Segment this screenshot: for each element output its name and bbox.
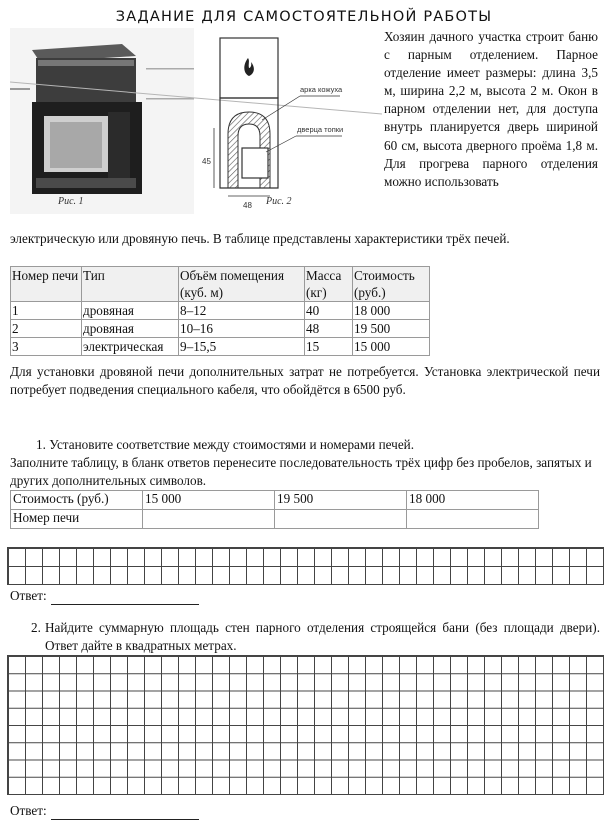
stove-illustrations	[10, 28, 382, 214]
question-1-number: 1.	[36, 437, 46, 452]
cost-cell: 19 500	[275, 491, 407, 510]
fig2-caption: Рис. 2	[266, 196, 292, 207]
table-row	[11, 302, 430, 320]
installation-note: Для установки дровяной печи дополнительных затрат не потребуется. Установка электрической печи потребует подведения специального кабеля, что обойдётся в 6500 руб.	[10, 364, 600, 397]
table-cell: 48	[305, 320, 353, 338]
stove-photo	[10, 28, 382, 214]
header-cell: Стоимость (руб.)	[353, 267, 430, 302]
table-cell: 2	[11, 320, 82, 338]
dim-height: 45	[202, 157, 211, 166]
question-1-text: Установите соответствие между стоимостями и номерами печей.	[49, 437, 415, 452]
label-arch: арка кожуха	[300, 85, 343, 94]
table-row	[11, 320, 430, 338]
question-2-text: Найдите суммарную площадь стен парного отделения строящейся бани (без площади двери). Ответ дайте в квадратных метрах.	[45, 620, 600, 653]
header-cell: Номер печи	[11, 267, 82, 302]
table-cell: 15	[305, 338, 353, 356]
matching-row-number	[11, 510, 539, 529]
stove-number-input-cell[interactable]	[407, 510, 539, 529]
stove-specs-table	[10, 266, 430, 356]
table-cell: 9–15,5	[179, 338, 305, 356]
table-cell: 40	[305, 302, 353, 320]
table-cell: 3	[11, 338, 82, 356]
answer-label: Ответ:	[10, 588, 47, 603]
stove-drawing	[202, 38, 343, 210]
page-title: ЗАДАНИЕ ДЛЯ САМОСТОЯТЕЛЬНОЙ РАБОТЫ	[115, 9, 493, 25]
stove-number-input-cell[interactable]	[275, 510, 407, 529]
table-cell: 19 500	[353, 320, 430, 338]
dim-width: 48	[243, 201, 252, 210]
answer-line-2	[10, 802, 199, 820]
table-header-row	[11, 267, 430, 302]
answer-grid-2[interactable]	[7, 655, 604, 795]
intro-text-right: Хозяин дачного участка строит баню с парным отделением. Парное отделение имеет размеры: длина 3,5 м, ширина 2,2 м, высота 2 м. Окон в парном отделении нет, для доступа внутрь планируется дверь шириной 60 см, высота дверного проёма 1,8 м. Для прогрева парного отделения можно использовать	[384, 29, 598, 189]
intro-text-full: электрическую или дровяную печь. В таблице представлены характеристики трёх печей.	[10, 231, 510, 246]
table-cell: 1	[11, 302, 82, 320]
flame-icon	[244, 58, 254, 76]
stove-number-input-cell[interactable]	[143, 510, 275, 529]
answer-grid-1[interactable]	[7, 547, 604, 585]
label-door: дверца топки	[297, 125, 344, 134]
question-2	[31, 619, 600, 655]
question-1	[36, 436, 606, 454]
header-cell: Масса (кг)	[305, 267, 353, 302]
table-cell: 15 000	[353, 338, 430, 356]
cost-cell: 18 000	[407, 491, 539, 510]
header-cell: Объём помещения (куб. м)	[179, 267, 305, 302]
table-cell: дровяная	[82, 320, 179, 338]
answer-field-2[interactable]	[51, 807, 199, 820]
answer-line-1	[10, 587, 199, 605]
question-2-number: 2.	[31, 620, 41, 635]
table-cell: 18 000	[353, 302, 430, 320]
answer-field-1[interactable]	[51, 592, 199, 605]
question-1-detail: Заполните таблицу, в бланк ответов перенесите последовательность трёх цифр без пробелов, запятых и других дополнительных символов.	[10, 455, 592, 488]
stove-number-label: Номер печи	[11, 510, 143, 529]
cost-label: Стоимость (руб.)	[11, 491, 143, 510]
table-cell: дровяная	[82, 302, 179, 320]
answer-label: Ответ:	[10, 803, 47, 818]
cost-cell: 15 000	[143, 491, 275, 510]
fig1-caption: Рис. 1	[58, 196, 84, 207]
figures-area	[10, 28, 382, 214]
table-cell: 10–16	[179, 320, 305, 338]
header-cell: Тип	[82, 267, 179, 302]
matching-row-cost	[11, 491, 539, 510]
matching-table	[10, 490, 539, 529]
table-row	[11, 338, 430, 356]
table-cell: электрическая	[82, 338, 179, 356]
table-cell: 8–12	[179, 302, 305, 320]
